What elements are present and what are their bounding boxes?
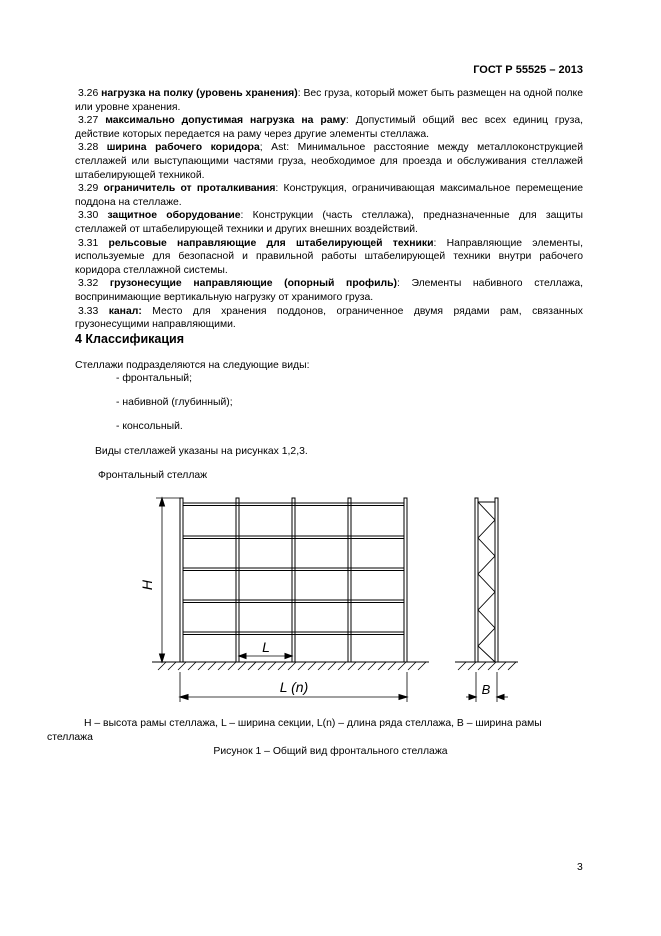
upright <box>236 498 239 662</box>
definition-number: 3.31 <box>78 237 99 249</box>
figures-reference: Виды стеллажей указаны на рисунках 1,2,3. <box>95 446 308 457</box>
definition-text: : Конструкция, ограничивающая максимальное перемещение поддона на стеллаже. <box>75 183 583 208</box>
list-item-cantilever: - консольный. <box>116 421 183 432</box>
height-label: H <box>139 579 155 591</box>
definition-term: рельсовые направляющие для штабелирующей техники <box>108 237 434 249</box>
frame-width-label: B <box>481 682 491 697</box>
side-view-frame <box>475 498 498 662</box>
standard-number: ГОСТ Р 55525 – 2013 <box>473 64 583 76</box>
definition-text: : Конструкции (часть стеллажа), предназначенные для защиты стеллажей от штабелирующей техники и других внешних воздействий. <box>75 210 584 235</box>
definition-term: защитное оборудование <box>107 210 241 222</box>
section-width-label: L <box>262 639 270 655</box>
upright <box>404 498 407 662</box>
definition-number: 3.29 <box>78 183 99 195</box>
definition-number: 3.30 <box>78 210 99 222</box>
list-item-drive-in: - набивной (глубинный); <box>116 397 233 408</box>
definition-term: ограничитель от проталкивания <box>103 183 276 195</box>
figure-legend: H – высота рамы стеллажа, L – ширина секции, L(n) – длина ряда стеллажа, B – ширина рамы стеллажа <box>47 718 542 743</box>
definition-term: грузонесущие направляющие (опорный профиль) <box>109 278 397 290</box>
list-item-frontal: - фронтальный; <box>116 373 192 384</box>
upright <box>348 498 351 662</box>
definition-text: : Направляющие элементы, используемые для безопасной и правильной работы штабелирующей техники внутри рабочего коридора стеллажной системы. <box>75 237 583 276</box>
page-number: 3 <box>577 862 583 873</box>
classification-intro: Стеллажи подразделяются на следующие виды: <box>75 360 310 371</box>
section-heading: 4 Классификация <box>75 332 185 346</box>
upright <box>180 498 183 662</box>
figure-title: Рисунок 1 – Общий вид фронтального стеллажа <box>213 746 448 757</box>
definition-term: канал: <box>108 305 142 317</box>
definition-text: : Элементы набивного стеллажа, воспринимающие вертикальную нагрузку от хранимого груза. <box>75 278 583 303</box>
definition-term: ширина рабочего коридора <box>106 142 260 154</box>
definition-number: 3.33 <box>78 305 99 317</box>
definition-term: нагрузка на полку (уровень хранения) <box>101 88 298 99</box>
definition-term: максимально допустимая нагрузка на раму <box>105 115 346 127</box>
definition-number: 3.27 <box>78 115 99 127</box>
definition-number: 3.26 <box>78 88 99 99</box>
upright <box>292 498 295 662</box>
definition-text: Место для хранения поддонов, ограниченное двумя рядами рам, связанных грузонесущими направляющими. <box>75 305 583 331</box>
row-length-label: L (n) <box>279 679 309 695</box>
height-dimension <box>156 498 180 662</box>
ground-hatching <box>158 662 426 670</box>
figure-label: Фронтальный стеллаж <box>98 470 208 481</box>
definition-number: 3.28 <box>78 142 99 154</box>
definition-text: ; Ast: Минимальное расстояние между металлоконструкцией стеллажей или выступающими частями груза, необходимое для проезда и обслуживания стеллажей штабелирующей техникой. <box>75 142 584 181</box>
definition-number: 3.32 <box>78 278 99 290</box>
definition-text: : Допустимый общий вес всех единиц груза, действие которых передается на раму через другие элементы стеллажа. <box>75 115 583 140</box>
side-ground-hatching <box>458 662 516 670</box>
definition-text: : Вес груза, который может быть размещен на одной полке или уровне хранения. <box>75 88 583 113</box>
rack-beams <box>183 503 404 635</box>
